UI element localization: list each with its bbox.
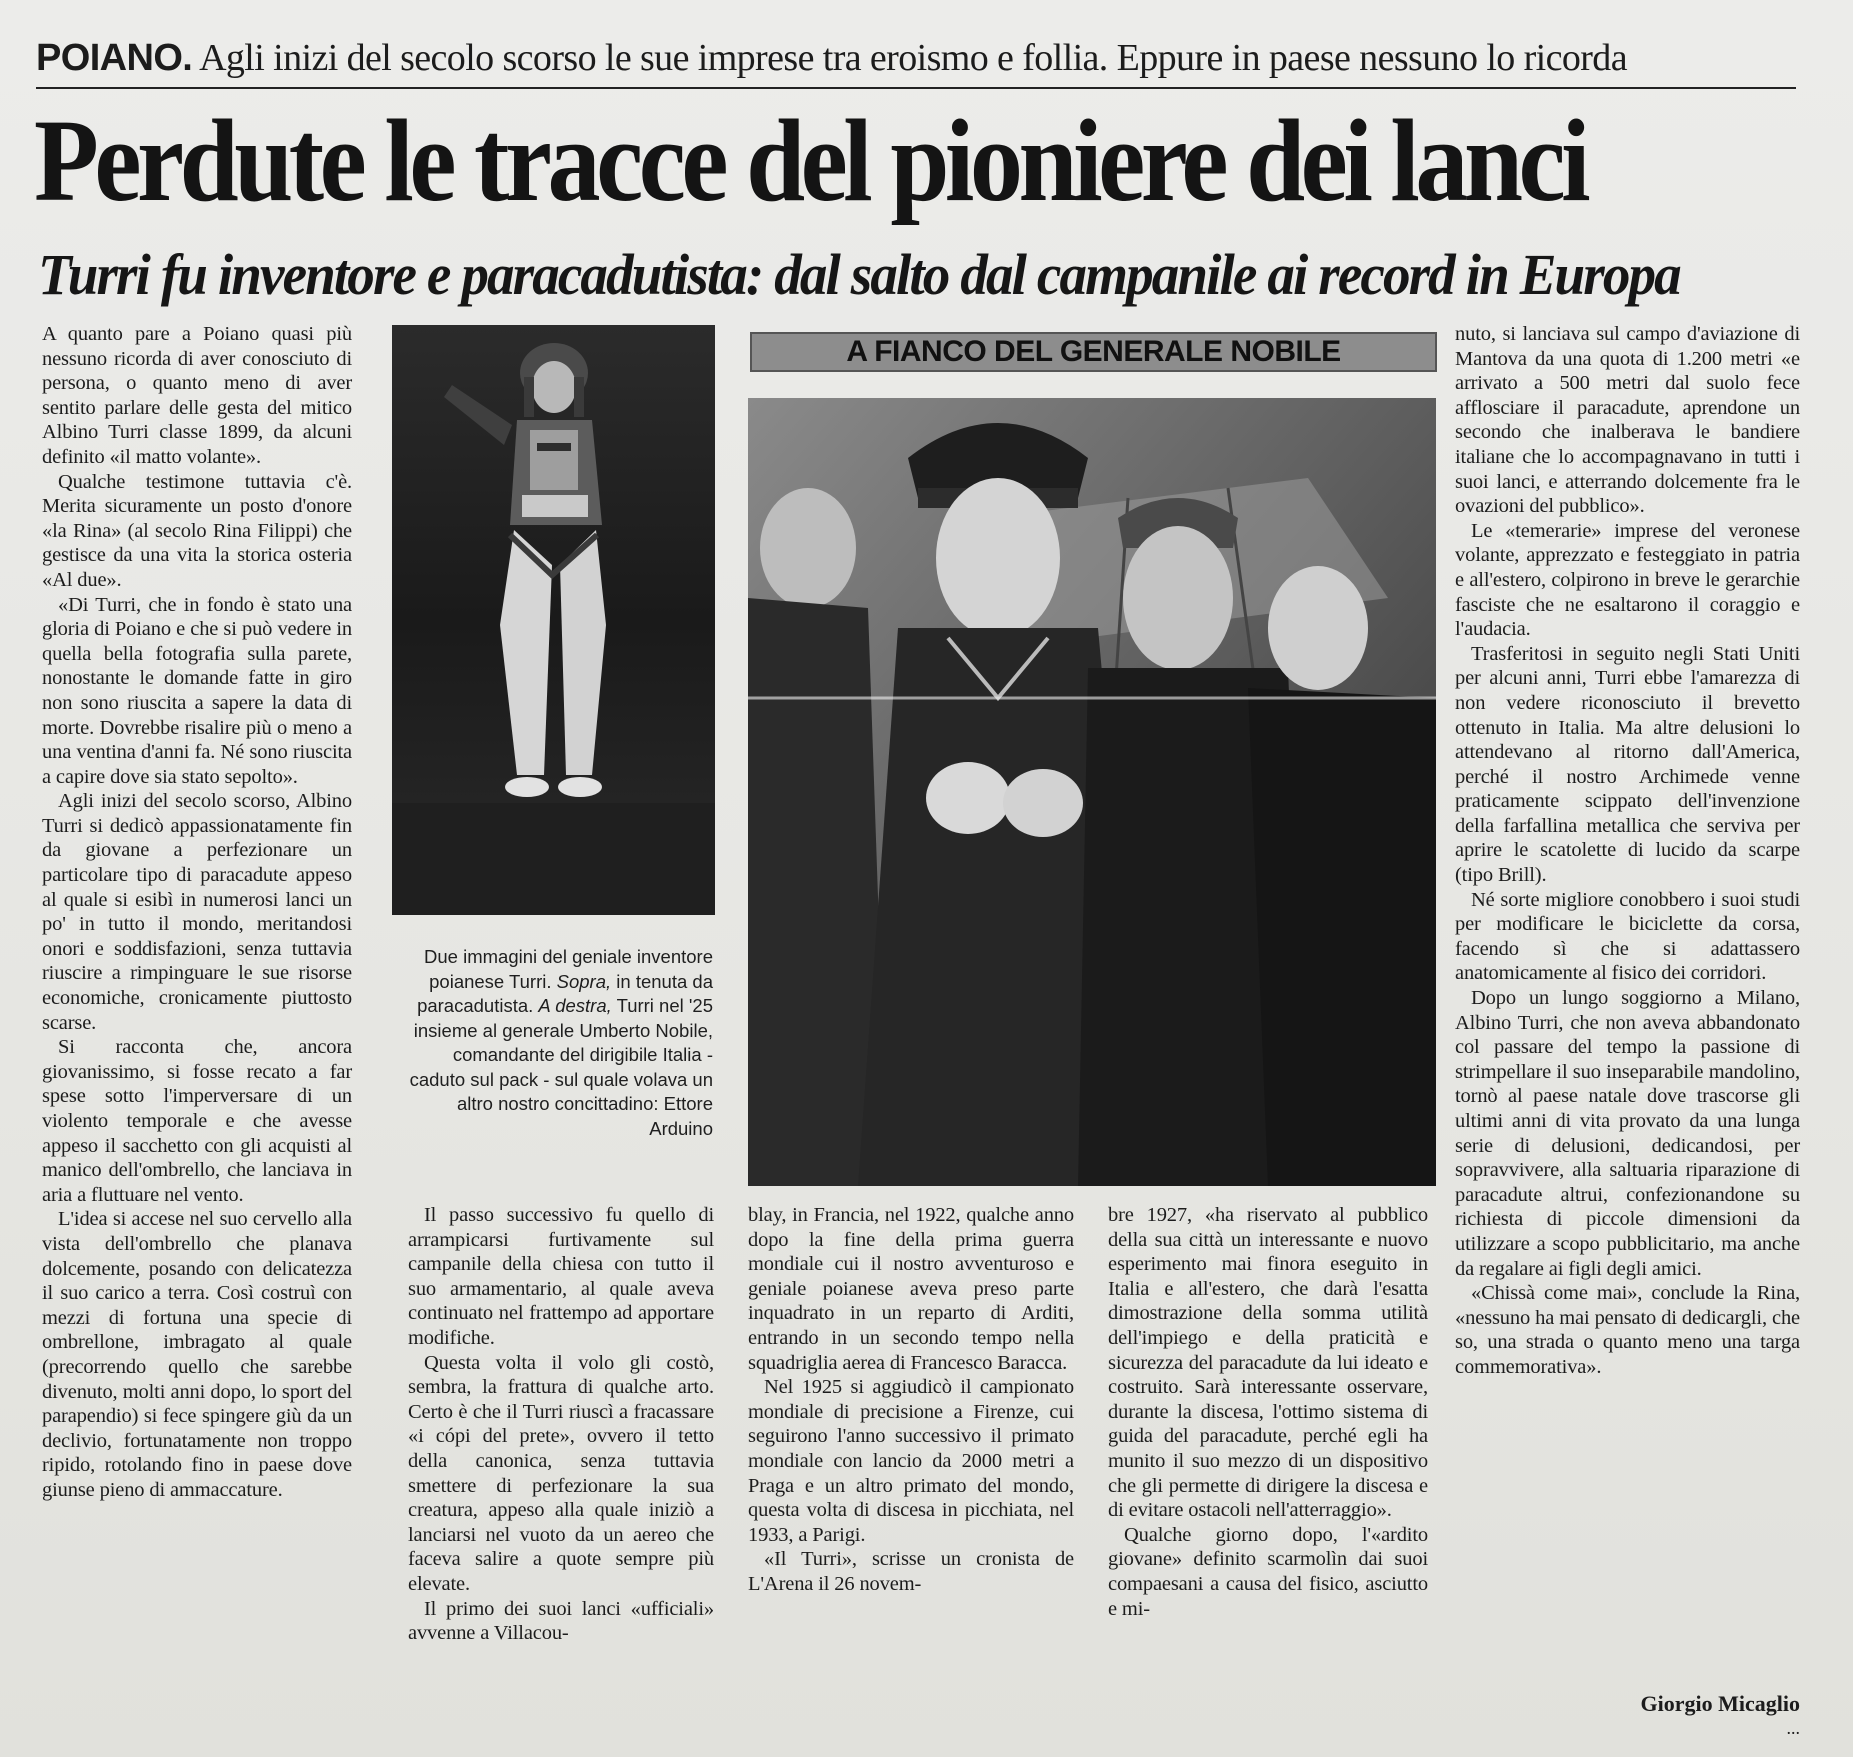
article-column-1 [42,322,352,1702]
photo-box-title: A FIANCO DEL GENERALE NOBILE [750,332,1437,372]
paragraph: Nel 1925 si aggiudicò il campionato mondiale di precisione a Firenze, cui seguirono l'anno successivo il primato mondiale con lancio da 2000 metri a Praga e un altro primato del mondo, questa volta di discesa in picchiata, nel 1933, a Parigi. [748,1376,1074,1546]
article-column-3 [748,1203,1074,1673]
group-photo-image [748,398,1436,1186]
parachutist-photo-image [392,325,715,915]
paragraph: Qualche giorno dopo, l'«ardito giovane» definito scarmolìn dai suoi compaesani a causa del fisico, asciutto e mi- [1108,1523,1428,1620]
paragraph: Il primo dei suoi lanci «ufficiali» avvenne a Villacou- [408,1597,714,1645]
caption-text: in tenuta da paracadutista. [417,970,713,1016]
paragraph: «Il Turri», scrisse un cronista de L'Arena il 26 novem- [748,1548,1074,1595]
paragraph: A quanto pare a Poiano quasi più nessuno ricorda di aver conosciuto di persona, o quanto meno di aver sentito parlare delle gesta del mitico Albino Turri classe 1899, da alcuni definito «il matto volante». [42,323,352,468]
subheadline: Turri fu inventore e paracadutista: dal salto dal campanile ai record in Europa [38,242,1680,307]
group-photo [748,398,1436,1186]
paragraph: Il passo successivo fu quello di arrampicarsi furtivamente sul campanile della chiesa con tutto il suo armamentario, al quale aveva continuato nel frattempo ad apportare modifiche. [408,1204,714,1349]
caption-a-destra: A destra, [538,995,612,1016]
paragraph: Le «temerarie» imprese del veronese volante, apprezzato e festeggiato in patria e all'estero, colpirono in breve le gerarchie fasciste che ne esaltarono il coraggio e l'audacia. [1455,519,1800,641]
headline: Perdute le tracce del pioniere dei lanci [34,95,1587,226]
photo-caption [398,945,713,1185]
paragraph: Agli inizi del secolo scorso, Albino Turri si dedicò appassionatamente fin da giovane a perfezionare un particolare tipo di paracadute appeso al quale si esibì in numerosi lanci un po' in tutto il mondo, meritandosi onori e soddisfazioni, senza tuttavia riuscire a rimpinguare le sue risorse economiche, cronicamente piuttosto scarse. [42,790,352,1034]
article-column-2 [408,1203,714,1673]
paragraph: Si racconta che, ancora giovanissimo, si fosse recato a far spese sotto l'imperversare di un violento temporale e che avesse appeso il sacchetto con gli acquisti al manico dell'ombrello, che lanciava in aria a fluttuare nel vento. [42,1036,352,1206]
paragraph: Dopo un lungo soggiorno a Milano, Albino Turri, che non aveva abbandonato col passare del tempo la passione di strimpellare il suo inseparabile mandolino, tornò al paese natale dove trascorse gli ultimi anni di vita provato da una lunga serie di delusioni, dedicandosi, per sopravvivere, alla saltuaria riparazione di paracadute altrui, confezionandone su richiesta di piccole dimensioni da utilizzare a scopo pubblicitario, ma anche da regalare ai figli degli amici. [1455,987,1800,1280]
article-column-5 [1455,322,1800,1702]
caption-text: Due immagini del geniale inventore poianese Turri. [424,946,713,992]
kicker-rule [36,87,1796,89]
author-signature: Giorgio Micaglio [1640,1691,1800,1716]
paragraph: «Chissà come mai», conclude la Rina, «nessuno ha mai pensato di dedicargli, che so, una strada o quanto meno una targa commemorativa». [1455,1282,1800,1378]
continuation-mark: ... [1786,1718,1800,1738]
paragraph: Questa volta il volo gli costò, sembra, la frattura di qualche arto. Certo è che il Turri riuscì a fracassare «i cópi del prete», ovvero il tetto della canonica, senza tuttavia smettere di perfezionare la sua creatura, appeso alla quale iniziò a lanciarsi nel vuoto da un aereo che faceva salire a quote sempre più elevate. [408,1351,714,1595]
caption-text: Turri nel '25 insieme al generale Umberto Nobile, comandante del dirigibile Italia - caduto sul pack - sul quale volava un altro nostro concittadino: Ettore Arduino [409,995,713,1139]
kicker-text: Agli inizi del secolo scorso le sue imprese tra eroismo e follia. Eppure in paese nessuno lo ricorda [192,37,1627,79]
paragraph: «Di Turri, che in fondo è stato una gloria di Poiano e che si può vedere in quella bella fotografia sulla parete, nonostante le domande fatte in giro non sono riuscita a sapere la data di morte. Dovrebbe risalire più o meno a una ventina d'anni fa. Né sono riuscita a capire dove sia stato sepolto». [42,593,352,788]
caption-sopra: Sopra, [556,970,612,992]
paragraph: bre 1927, «ha riservato al pubblico della sua città un interessante e nuovo esperimento mai finora eseguito in Italia e all'estero, che darà l'esatta dimostrazione della somma utilità dell'impiego e della praticità e sicurezza del paracadute da lui ideato e costruito. Sarà interessante osservare, durante la discesa, l'ottimo sistema di guida del paracadute, perché egli ha munito il suo mezzo di un dispositivo che gli permette di dirigere la discesa e di evitare ostacoli nell'atterraggio». [1108,1204,1428,1522]
paragraph: Trasferitosi in seguito negli Stati Uniti per alcuni anni, Turri ebbe l'amarezza di non vedere riconosciuto il brevetto ottenuto in Italia. Ma altre delusioni lo attendevano al ritorno dall'America, perché il nostro Archimede venne praticamente scippato dell'invenzione della farfallina metallica che serviva per aprire le scatolette di lucido da scarpe (tipo Brill). [1455,642,1800,887]
kicker-place: POIANO. [36,37,193,79]
kicker-line [36,30,1796,86]
parachutist-photo [392,325,715,915]
paragraph: Né sorte migliore conobbero i suoi studi per modificare le biciclette da corsa, facendo sì che si adattassero anatomicamente al fisico dei corridori. [1455,888,1800,985]
paragraph: L'idea si accese nel suo cervello alla vista dell'ombrello che planava dolcemente, posando con delicatezza il suo carico a terra. Così costruì con mezzi di fortuna una specie di ombrellone, imbragato al quale (precorrendo quello che sarebbe divenuto, molti anni dopo, lo sport del parapendio) si fece spingere giù da un declivio, fortunatamente non troppo ripido, rotolando fino in paese dove giunse pieno di ammaccature. [42,1208,352,1501]
paragraph: nuto, si lanciava sul campo d'aviazione di Mantova da una quota di 1.200 metri «e arrivato a 500 metri dal suolo fece afflosciare il paracadute, aprendone un secondo che inalberava le bandiere italiane che lo accompagnavano in tutti i suoi lanci, e atterrando dolcemente fra le ovazioni del pubblico». [1455,323,1800,518]
article-column-4 [1108,1203,1428,1673]
paragraph: blay, in Francia, nel 1922, qualche anno dopo la fine della prima guerra mondiale cui il nostro avventuroso e geniale poianese aveva preso parte inquadrato in un reparto di Arditi, entrando in un secondo tempo nella squadriglia aerea di Francesco Baracca. [748,1204,1074,1374]
paragraph: Qualche testimone tuttavia c'è. Merita sicuramente un posto d'onore «la Rina» (al secolo Rina Filippi) che gestisce da una vita la storica osteria «Al due». [42,470,352,591]
